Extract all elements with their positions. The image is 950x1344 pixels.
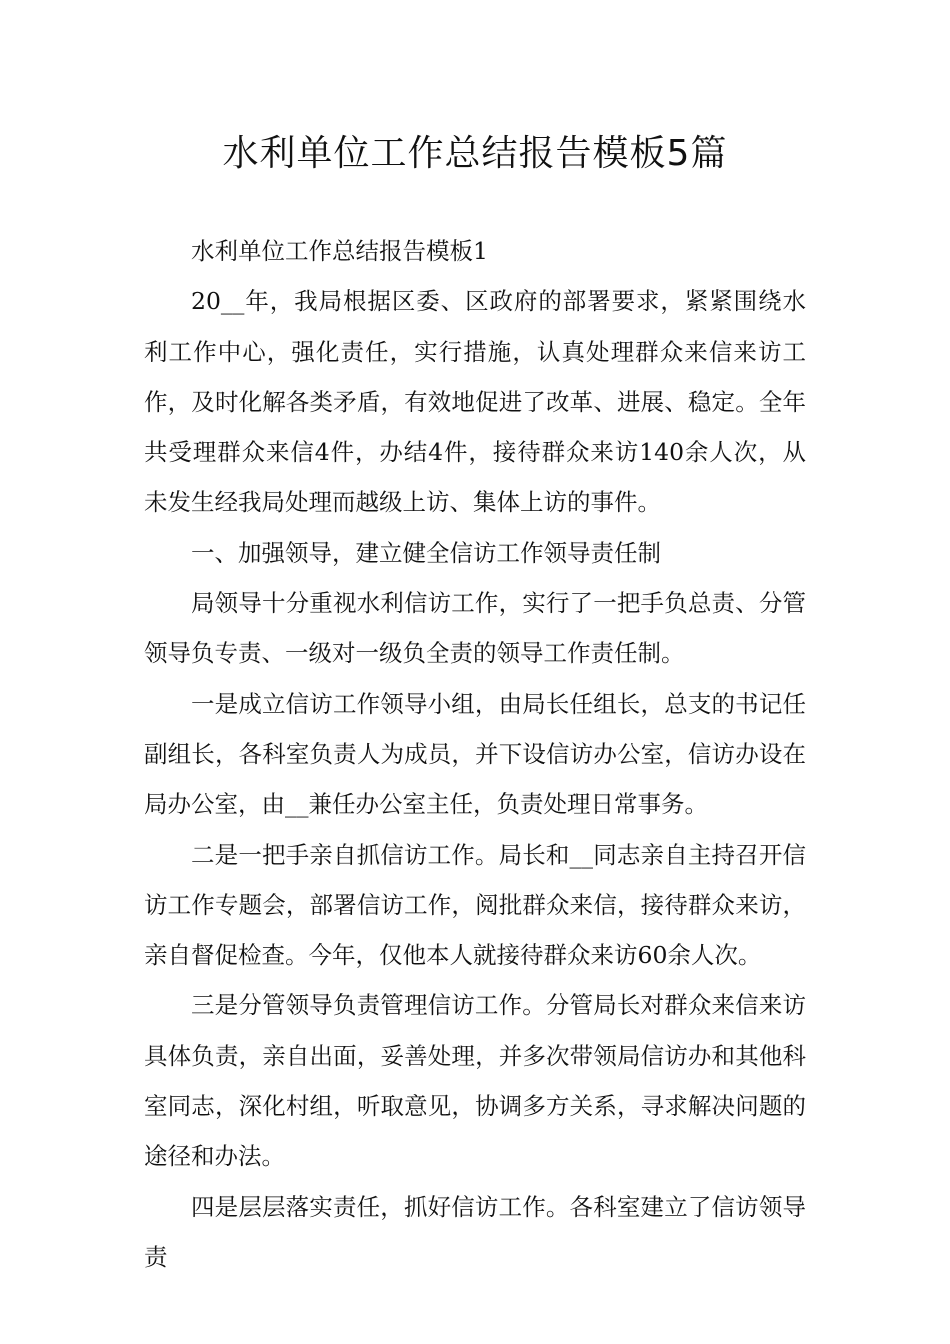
paragraph: 二是一把手亲自抓信访工作。局长和__同志亲自主持召开信访工作专题会，部署信访工作，阅批群众来信，接待群众来访，亲自督促检查。今年，仅他本人就接待群众来访60余人次。 (144, 840, 806, 970)
document-body (144, 226, 806, 1282)
paragraph: 20__年，我局根据区委、区政府的部署要求，紧紧围绕水利工作中心，强化责任，实行措施，认真处理群众来信来访工作，及时化解各类矛盾，有效地促进了改革、进展、稳定。全年共受理群众来信4件，办结4件，接待群众来访140余人次，从未发生经我局处理而越级上访、集体上访的事件。 (144, 287, 806, 517)
paragraph: 一是成立信访工作领导小组，由局长任组长，总支的书记任副组长，各科室负责人为成员，并下设信访办公室，信访办设在局办公室，由__兼任办公室主任，负责处理日常事务。 (144, 689, 806, 819)
paragraph: 三是分管领导负责管理信访工作。分管局长对群众来信来访具体负责，亲自出面，妥善处理，并多次带领局信访办和其他科室同志，深化村组，听取意见，协调多方关系，寻求解决问题的途径和办法。 (144, 991, 806, 1171)
document-title: 水利单位工作总结报告模板5篇 (222, 133, 728, 174)
section-heading: 一、加强领导，建立健全信访工作领导责任制 (191, 538, 661, 567)
paragraph: 四是层层落实责任，抓好信访工作。各科室建立了信访领导责 (144, 1192, 806, 1271)
section-heading: 水利单位工作总结报告模板1 (191, 237, 488, 265)
paragraph: 局领导十分重视水利信访工作，实行了一把手负总责、分管领导负专责、一级对一级负全责的领导工作责任制。 (144, 589, 806, 668)
